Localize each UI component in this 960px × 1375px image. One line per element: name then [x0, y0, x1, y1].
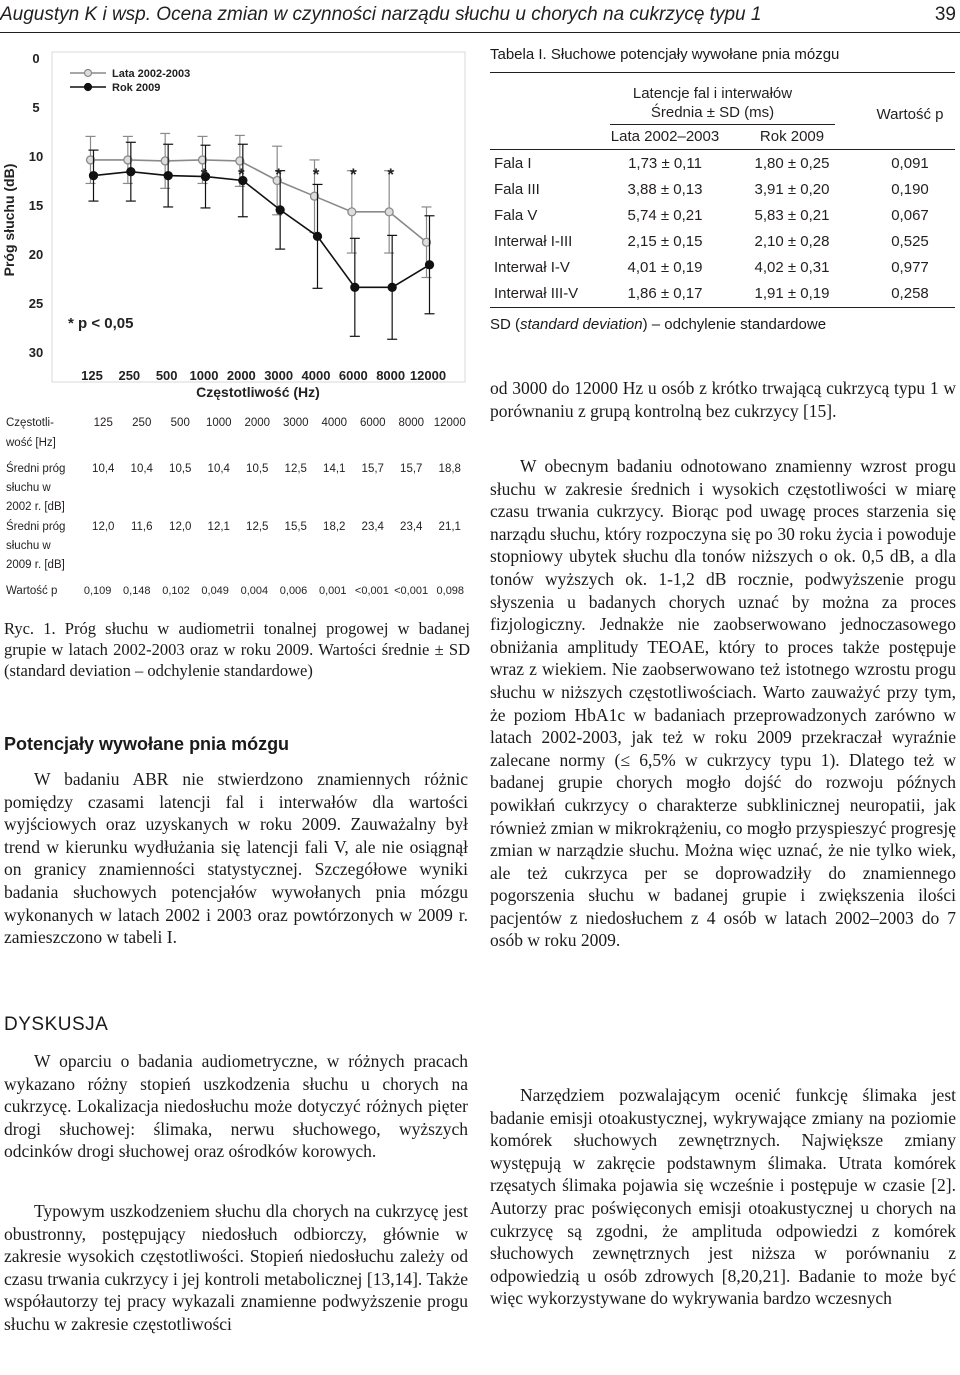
x-tick-label: 4000	[301, 368, 331, 383]
table1-row	[490, 281, 955, 307]
y-tick-label: 25	[28, 296, 44, 311]
threshold-2009-cell: 11,6	[130, 521, 153, 533]
table1-row	[490, 229, 955, 255]
p-value-cell: 0,006	[279, 585, 308, 597]
table1-row	[490, 151, 955, 177]
p-value: 0,977	[891, 259, 929, 276]
running-title: Augustyn K i wsp. Ocena zmian w czynności narządu słuchu u chorych na cukrzycę typu 1	[0, 4, 762, 25]
freq-cell: 2000	[244, 417, 271, 429]
threshold-2002-cell: 10,4	[130, 463, 153, 475]
freq-cell: 8000	[398, 417, 425, 429]
p-value-cell: 0,109	[83, 585, 112, 597]
table1-top-rule	[490, 72, 955, 73]
data-point	[348, 208, 356, 216]
legend-label: Lata 2002-2003	[112, 68, 191, 80]
data-point	[127, 168, 135, 176]
threshold-2009-cell: 23,4	[400, 521, 423, 533]
freq-cell: 4000	[321, 417, 348, 429]
chart-svg	[0, 40, 470, 405]
p-value-cell: 0,004	[240, 585, 269, 597]
table1-row	[490, 177, 955, 203]
threshold-2002-cell: 10,5	[246, 463, 269, 475]
row-2009	[0, 518, 470, 578]
freq-cell: 1000	[205, 417, 232, 429]
threshold-2009-cell: 12,5	[246, 521, 269, 533]
data-point	[314, 232, 322, 240]
x-tick-label: 2000	[226, 368, 256, 383]
threshold-2009-cell: 12,1	[207, 521, 230, 533]
p-value: 0,258	[891, 285, 929, 302]
table1-group-header-2: Średnia ± SD (ms)	[650, 104, 775, 121]
row3-label: Wartość p	[6, 585, 58, 597]
threshold-2002-cell: 12,5	[284, 463, 307, 475]
running-header	[0, 2, 960, 32]
row2-cells	[84, 518, 469, 537]
table1-col-a: Lata 2002–2003	[610, 128, 720, 145]
row-label: Interwał I-V	[494, 259, 570, 276]
row1-label-1: Średni próg	[6, 463, 66, 475]
x-tick-label: 6000	[338, 368, 368, 383]
p-value-cell: 0,148	[123, 585, 151, 597]
threshold-2002-cell: 18,8	[438, 463, 461, 475]
threshold-2002-cell: 10,5	[169, 463, 192, 475]
row-2002	[0, 460, 470, 520]
significance-star: *	[312, 165, 320, 184]
value-2002: 2,15 ± 0,15	[627, 233, 703, 250]
value-2002: 4,01 ± 0,19	[627, 259, 703, 276]
x-tick-label: 8000	[376, 368, 406, 383]
p-value-cell: <0,001	[354, 585, 389, 597]
row-label: Interwał III-V	[494, 285, 579, 302]
data-point	[351, 283, 359, 291]
p-value-cell: <0,001	[394, 585, 429, 597]
threshold-2009-cell: 15,5	[284, 521, 307, 533]
row1-label-2: słuchu w	[6, 482, 51, 494]
right-paragraph-3: Narzędziem pozwalającym ocenić funkcję ślimaka jest badanie emisji otoakustycznej, wykrywające zmiany na poziomie komórek słuchowych zewnętrznych. Największe zmiany występują w zakręcie podstawnym ślimaka. Utrata komórek rzęsatych ślimaka pojawia się wcześnie i postępuje w czasie [2]. Autorzy prac poświęconych emisji otoakustycznej u chorych na cukrzycę są zgodni, że amplituda odpowiedzi z komórek słuchowych zewnętrznych jest niższa w porównaniu z odpowiedzią u osób zdrowych [8,20,21]. Badanie to może być więc wykorzystywane do wykrywania bardzo wczesnych	[490, 1085, 956, 1309]
table1-group-rule	[610, 124, 835, 125]
row2-label-2: słuchu w	[6, 540, 51, 552]
x-tick-label: 500	[155, 368, 178, 383]
threshold-2009-cell: 12,0	[92, 521, 115, 533]
legend-label: Rok 2009	[112, 82, 161, 94]
threshold-2009-cell: 23,4	[361, 521, 384, 533]
section-heading-dyskusja: DYSKUSJA	[4, 1014, 109, 1035]
row3-cells	[78, 582, 470, 601]
table1-col-b: Rok 2009	[759, 128, 825, 145]
table1-header-rule	[490, 149, 955, 150]
table1-group-header	[600, 84, 825, 122]
value-2009: 5,83 ± 0,21	[754, 207, 830, 224]
significance-star: *	[387, 165, 394, 184]
threshold-2002-cell: 15,7	[361, 463, 384, 475]
table1-note-italic: standard deviation	[520, 316, 643, 333]
freq-row	[0, 414, 470, 454]
row-label: Interwał I-III	[494, 233, 573, 250]
legend-marker	[85, 84, 92, 91]
table1-title: Tabela I. Słuchowe potencjały wywołane pnia mózgu	[490, 46, 840, 63]
legend-marker	[85, 70, 92, 77]
table1-note-pre: SD (	[490, 316, 520, 333]
table1-bottom-rule	[490, 307, 955, 308]
value-2009: 2,10 ± 0,28	[754, 233, 830, 250]
p-value-cell: 0,102	[162, 585, 190, 597]
data-point	[164, 172, 172, 180]
x-ticks	[81, 368, 446, 383]
p-value: 0,067	[891, 207, 929, 224]
y-tick-label: 10	[28, 149, 44, 164]
table1-note-post: ) – odchylenie standardowe	[642, 316, 827, 333]
row1-label-3: 2002 r. [dB]	[6, 501, 65, 513]
freq-cells	[84, 414, 469, 433]
row2-label-1: Średni próg	[6, 521, 66, 533]
freq-label-1: Częstotli-	[6, 417, 54, 429]
table1-row	[490, 255, 955, 281]
threshold-2009-cell: 12,0	[169, 521, 192, 533]
threshold-2009-cell: 21,1	[438, 521, 461, 533]
threshold-2002-cell: 14,1	[323, 463, 346, 475]
row1-cells	[84, 460, 469, 479]
y-tick-label: 30	[28, 345, 44, 360]
row-label: Fala V	[494, 207, 538, 224]
significance-note: * p < 0,05	[68, 315, 134, 332]
data-point	[385, 208, 393, 216]
x-tick-label: 1000	[189, 368, 219, 383]
y-axis-label: Próg słuchu (dB)	[1, 163, 17, 277]
page-number: 39	[934, 4, 956, 25]
freq-cell: 250	[132, 417, 152, 429]
row2-label-3: 2009 r. [dB]	[6, 559, 65, 571]
right-paragraph-2: W obecnym badaniu odnotowano znamienny wzrost progu słuchu w zakresie średnich i wysokich częstotliwości w miarę czasu trwania cukrzycy. Biorąc pod uwagę proces starzenia się narządu słuchu, który rozpoczyna się po 30 roku życia i powoduje stopniowy ubytek słuchu dla tonów niższych o ok. 0,5 dB, a dla tonów wyższych ok. 1-1,2 dB rocznie, podwyższenie progu słyszenia u badanych chorych uznać by można za proces fizjologiczny. Jednakże nie zaobserwowano jednoczasowego obniżania amplitudy TEOAE, który to proces także postępuje wraz z wiekiem. Nie zaobserwowano też istotnego wzrostu progu słuchu w niższych częstotliwościach. Warto zauważyć przy tym, że poziom HbA1c w badaniach przeprowadzonych zarówno w latach 2002-2003, jak też w roku 2009 przekraczał wyraźnie zalecane normy (≤ 6,5% w cukrzycy typu 1). Dlatego też w badanej grupie chorych mogło dojść do rozwoju późnych powikłań cukrzycy o charakterze subklinicznej neuropatii, jak również zmian w mikrokrążeniu, co mogło przyspieszyć progresję zmian w narządzie słuchu. Można więc uznać, że nie tylko wiek, ale też cukrzyca per se doprowadziły do znamiennego pogorszenia słuchu w badanej grupie i zwiększenia ilości pacjentów z niedosłuchem z 4 osób w latach 2002–2003 do 7 osób w roku 2009.	[490, 456, 956, 951]
data-point	[426, 261, 434, 269]
freq-cell: 3000	[282, 417, 309, 429]
freq-cell: 12000	[433, 417, 466, 429]
p-value-cell: 0,098	[436, 585, 465, 597]
x-tick-label: 12000	[409, 368, 447, 383]
freq-cell: 500	[170, 417, 190, 429]
significance-star: *	[200, 165, 208, 184]
value-2009: 1,91 ± 0,19	[754, 285, 830, 302]
significance-star: *	[238, 165, 245, 184]
table1-note	[490, 316, 826, 333]
x-axis-label: Częstotliwość (Hz)	[196, 384, 320, 400]
row-label: Fala I	[494, 155, 532, 172]
section-abr-paragraph: W badaniu ABR nie stwierdzono znamiennych różnic pomiędzy czasami latencji fal i interwałów dla wartości wyjściowych oraz uzyskanych w roku 2009. Zauważalny był trend w kierunku wydłużania się latencji fali V, ale nie osiągnął on granicy znamienności statystycznej. Szczegółowe wyniki badania słuchowych potencjałów wywołanych pnia mózgu wykonanych w latach 2002 i 2003 oraz powtórzonych w 2009 r. zamieszczono w tabeli I.	[4, 769, 468, 948]
header-rule	[0, 32, 960, 33]
plot-frame	[52, 52, 465, 382]
table1-row	[490, 203, 955, 229]
x-tick-label: 3000	[264, 368, 294, 383]
freq-cell: 6000	[359, 417, 386, 429]
table1-col-p: Wartość p	[876, 106, 944, 123]
value-2002: 5,74 ± 0,21	[627, 207, 703, 224]
p-value-cell: 0,001	[318, 585, 347, 597]
significance-star: *	[275, 165, 282, 184]
row-pvalue	[0, 582, 470, 602]
dyskusja-paragraph-2: Typowym uszkodzeniem słuchu dla chorych na cukrzycę jest obustronny, postępujący niedosłuch odbiorczy, głównie w zakresie wysokich częstotliwości. Stopień niedosłuchu zależy od czasu trwania cukrzycy i jej kontroli metabolicznej [13,14]. Także współautorzy tej pracy wykazali znamienne podwyższenie progu słuchu w zakresie częstotliwości	[4, 1201, 468, 1334]
y-tick-label: 0	[32, 51, 40, 66]
x-tick-label: 125	[81, 368, 103, 383]
threshold-2002-cell: 10,4	[92, 463, 115, 475]
p-value-cell: 0,049	[201, 585, 229, 597]
section-heading-abr: Potencjały wywołane pnia mózgu	[4, 734, 290, 754]
figure-caption: Ryc. 1. Próg słuchu w audiometrii tonalnej progowej w badanej grupie w latach 2002-2003 oraz w roku 2009. Wartości średnie ± SD (standard deviation – odchylenie standardowe)	[4, 619, 470, 680]
significance-star: *	[350, 165, 357, 184]
dyskusja-paragraph-1: W oparciu o badania audiometryczne, w różnych pracach wykazano różny stopień uszkodzenia słuchu u chorych na cukrzycę. Lokalizacja niedosłuchu może dotyczyć różnych pięter drogi słuchowej: ślimaka, nerwu słuchowego, wyższych odcinków drogi słuchowej oraz ośrodków korowych.	[4, 1051, 468, 1162]
p-value: 0,190	[891, 181, 929, 198]
y-tick-label: 20	[28, 247, 44, 262]
y-tick-label: 5	[32, 100, 40, 115]
y-tick-label: 15	[28, 198, 44, 213]
hearing-threshold-chart	[0, 40, 470, 405]
p-value: 0,091	[891, 155, 929, 172]
freq-label-2: wość [Hz]	[6, 437, 56, 449]
data-point	[276, 206, 284, 214]
row-label: Fala III	[494, 181, 540, 198]
value-2002: 1,73 ± 0,11	[628, 155, 702, 172]
value-2009: 1,80 ± 0,25	[754, 155, 830, 172]
value-2002: 1,86 ± 0,17	[627, 285, 703, 302]
x-tick-label: 250	[118, 368, 141, 383]
data-point	[90, 172, 98, 180]
value-2009: 4,02 ± 0,31	[754, 259, 830, 276]
y-ticks	[29, 51, 43, 360]
value-2002: 3,88 ± 0,13	[627, 181, 703, 198]
table1-group-header-1: Latencje fal i interwałów	[632, 85, 793, 102]
freq-cell: 125	[93, 417, 113, 429]
threshold-2002-cell: 15,7	[400, 463, 423, 475]
threshold-2002-cell: 10,4	[207, 463, 230, 475]
value-2009: 3,91 ± 0,20	[754, 181, 830, 198]
p-value: 0,525	[891, 233, 929, 250]
threshold-2009-cell: 18,2	[323, 521, 346, 533]
data-point	[388, 283, 396, 291]
right-paragraph-1: od 3000 do 12000 Hz u osób z krótko trwającą cukrzycą typu 1 w porównaniu z grupą kontrolną bez cukrzycy [15].	[490, 378, 956, 421]
